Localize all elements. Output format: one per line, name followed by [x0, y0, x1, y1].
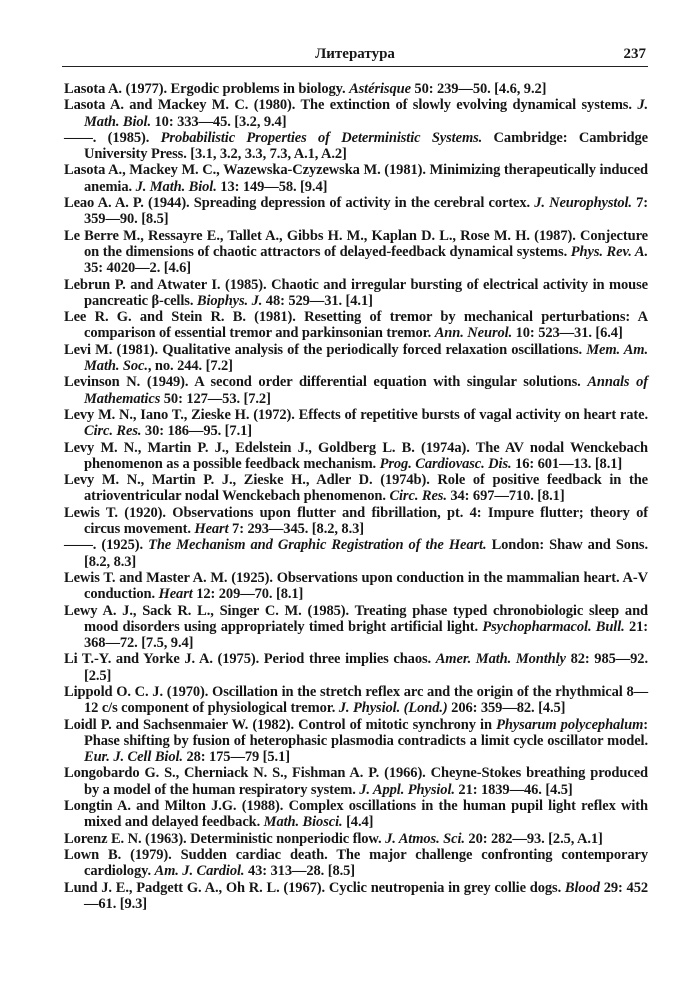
reference-journal: Mem. Am. Math. Soc.	[84, 341, 648, 375]
reference-citation-2: 28: 175—79 [5.1]	[182, 749, 290, 766]
reference-citation: Cambridge: Cambridge University Press. [3.1, 3.2, 3.3, 7.3, A.1, A.2]	[84, 129, 649, 163]
reference-text: Lasota A. and Mackey M. C. (1980). The extinction of slowly evolving dynamical systems.	[64, 97, 638, 114]
reference-text: Longtin A. and Milton J.G. (1988). Complex oscillations in the human pupil light reflex with mixed and delayed feedback.	[64, 798, 648, 831]
reference-entry	[64, 765, 648, 798]
reference-text: Lewy A. J., Sack R. L., Singer C. M. (1985). Treating phase typed chronobiologic sleep and mood disorders using appropriately timed bright artificial light.	[64, 602, 648, 635]
page-header	[62, 46, 648, 67]
reference-journal: Astérisque	[349, 81, 411, 97]
reference-citation: 21: 368—72. [7.5, 9.4]	[84, 618, 648, 652]
reference-citation: 43: 313—28. [8.5]	[244, 863, 356, 880]
reference-text: Lee R. G. and Stein R. B. (1981). Resetting of tremor by mechanical perturbations: A comparison of essential tremor and parkinsonian tremor.	[64, 309, 648, 342]
reference-text: Lund J. E., Padgett G. A., Oh R. L. (1967). Cyclic neutropenia in grey collie dogs.	[64, 879, 565, 896]
reference-journal: J. Physiol. (Lond.)	[338, 700, 448, 717]
reference-entry	[64, 374, 648, 407]
reference-citation: 30: 186—95. [7.1]	[141, 423, 252, 440]
reference-entry	[64, 570, 648, 603]
reference-text: Lippold O. C. J. (1970). Oscillation in the stretch reflex arc and the origin of the rhythmical 8—12 c/s component of physiological tremor.	[64, 683, 648, 717]
reference-citation: 35: 4020—2. [4.6]	[84, 260, 192, 277]
reference-text: ——. (1925).	[64, 537, 149, 554]
reference-entry	[64, 228, 648, 277]
reference-journal: J. Atmos. Sci.	[385, 830, 465, 847]
reference-citation: 10: 333—45. [3.2, 9.4]	[151, 113, 287, 130]
reference-journal: Heart	[158, 586, 193, 603]
reference-citation: 13: 149—58. [9.4]	[216, 178, 328, 195]
reference-text: Levy M. N., Martin P. J., Edelstein J., Goldberg L. B. (1974a). The AV nodal Wenckebach phenomenon as a possible feedback mechanism.	[64, 439, 648, 472]
reference-text: Lasota A., Mackey M. C., Wazewska-Czyzewska M. (1981). Minimizing therapeutically induced anemia.	[64, 162, 648, 195]
running-title: Литература	[315, 46, 395, 62]
reference-journal: Heart	[194, 521, 229, 538]
reference-journal: Ann. Neurol.	[434, 325, 513, 342]
reference-journal: J. Math. Biol.	[135, 178, 217, 195]
reference-text: ——. (1985).	[64, 129, 161, 146]
page-number: 237	[623, 46, 646, 62]
reference-entry	[64, 798, 648, 831]
reference-citation: 12: 209—70. [8.1]	[192, 586, 304, 603]
reference-text: Le Berre M., Ressayre E., Tallet A., Gibbs H. M., Kaplan D. L., Rose M. H. (1987). Conjecture on the dimensions of chaotic attractors of delayed-feedback dynamical systems.	[64, 227, 648, 260]
reference-entry	[64, 880, 648, 913]
reference-citation: 29: 452—61. [9.3]	[84, 879, 648, 912]
reference-entry	[64, 847, 648, 880]
reference-entry	[64, 81, 648, 97]
reference-entry	[64, 472, 648, 505]
reference-journal: Prog. Cardiovasc. Dis.	[379, 455, 512, 472]
reference-journal: Amer. Math. Monthly	[435, 651, 566, 668]
reference-text: Li T.-Y. and Yorke J. A. (1975). Period three implies chaos.	[64, 651, 436, 668]
reference-list	[64, 81, 648, 912]
reference-journal: Physarum polycephalum	[496, 716, 644, 733]
reference-text: Loidl P. and Sachsenmaier W. (1982). Control of mitotic synchrony in	[64, 716, 497, 733]
reference-text: Lorenz E. N. (1963). Deterministic nonperiodic flow.	[64, 830, 386, 847]
reference-citation: [4.4]	[342, 814, 374, 831]
reference-citation: 50: 127—53. [7.2]	[160, 390, 271, 407]
reference-entry	[64, 717, 648, 766]
reference-citation: , no. 244. [7.2]	[147, 358, 233, 375]
reference-entry	[64, 342, 648, 375]
reference-entry	[64, 537, 648, 570]
reference-journal: Biophys. J.	[196, 292, 263, 309]
reference-citation: 21: 1839—46. [4.5]	[454, 781, 573, 798]
reference-entry	[64, 97, 648, 130]
reference-journal: Psychopharmacol. Bull.	[482, 618, 625, 635]
reference-text: Lown B. (1979). Sudden cardiac death. The major challenge confronting contemporary cardiology.	[64, 846, 648, 880]
reference-entry	[64, 505, 648, 538]
reference-text: Levi M. (1981). Qualitative analysis of the periodically forced relaxation oscillations.	[64, 341, 587, 358]
reference-text: Leao A. A. P. (1944). Spreading depression of activity in the cerebral cortex.	[64, 195, 535, 212]
reference-journal: J. Neurophystol.	[534, 195, 632, 212]
reference-citation: 16: 601—13. [8.1]	[511, 455, 623, 472]
reference-text: Lewis T. (1920). Observations upon flutter and fibrillation, pt. 4: Impure flutter; theory of circus movement.	[64, 504, 648, 538]
reference-entry	[64, 309, 648, 342]
reference-entry	[64, 831, 648, 847]
reference-citation: 7: 293—345. [8.2, 8.3]	[228, 521, 364, 538]
reference-journal: The Mechanism and Graphic Registration of the Heart.	[148, 537, 487, 554]
reference-citation: 20: 282—93. [2.5, A.1]	[464, 830, 603, 847]
reference-entry	[64, 651, 648, 684]
reference-text: Longobardo G. S., Cherniack N. S., Fishman A. P. (1966). Cheyne-Stokes breathing produced by a model of the human respiratory system.	[64, 765, 648, 798]
reference-journal: Circ. Res.	[389, 488, 447, 505]
reference-journal: Annals of Mathematics	[84, 374, 649, 407]
reference-journal: Math. Biosci.	[263, 814, 343, 831]
reference-journal: J. Appl. Physiol.	[359, 781, 455, 798]
reference-text: Levinson N. (1949). A second order differential equation with singular solutions.	[64, 374, 588, 391]
reference-entry	[64, 162, 648, 195]
reference-citation: 48: 529—31. [4.1]	[262, 292, 373, 309]
reference-text: Lebrun P. and Atwater I. (1985). Chaotic and irregular bursting of electrical activity in mouse pancreatic β-cells.	[64, 276, 648, 309]
reference-journal: Circ. Res.	[84, 423, 142, 440]
reference-entry	[64, 603, 648, 652]
reference-entry	[64, 277, 648, 310]
reference-journal: Am. J. Cardiol.	[154, 863, 245, 880]
reference-citation: 206: 359—82. [4.5]	[447, 700, 566, 717]
reference-entry	[64, 440, 648, 473]
reference-text: Lasota A. (1977). Ergodic problems in biology.	[64, 81, 350, 97]
reference-citation: 10: 523—31. [6.4]	[512, 325, 623, 342]
reference-journal: J. Math. Biol.	[84, 97, 648, 130]
reference-citation: 7: 359—90. [8.5]	[84, 195, 649, 228]
reference-journal: Blood	[564, 879, 600, 896]
reference-citation: : Phase shifting by fusion of heterophasic plasmodia contradicts a limit cycle oscillator model.	[84, 716, 648, 749]
reference-entry	[64, 684, 648, 717]
reference-entry	[64, 195, 648, 228]
reference-text: Levy M. N., Iano T., Zieske H. (1972). Effects of repetitive bursts of vagal activity on heart rate.	[64, 406, 648, 423]
reference-citation: 50: 239—50. [4.6, 9.2]	[410, 81, 547, 97]
reference-text: Lewis T. and Master A. M. (1925). Observations upon conduction in the mammalian heart. A-V conduction.	[64, 569, 648, 603]
reference-text: Levy M. N., Martin P. J., Zieske H., Adler D. (1974b). Role of positive feedback in the atrioventricular nodal Wenckebach phenomenon.	[64, 472, 648, 505]
reference-journal-2: Eur. J. Cell Biol.	[84, 749, 183, 766]
reference-entry	[64, 407, 648, 440]
reference-citation: 82: 985—92. [2.5]	[84, 651, 648, 684]
reference-citation: London: Shaw and Sons. [8.2, 8.3]	[84, 537, 648, 570]
reference-entry	[64, 130, 648, 163]
reference-journal: Probabilistic Properties of Deterministic Systems.	[160, 129, 483, 146]
reference-citation: 34: 697—710. [8.1]	[446, 488, 565, 505]
reference-journal: Phys. Rev. A.	[570, 243, 648, 260]
